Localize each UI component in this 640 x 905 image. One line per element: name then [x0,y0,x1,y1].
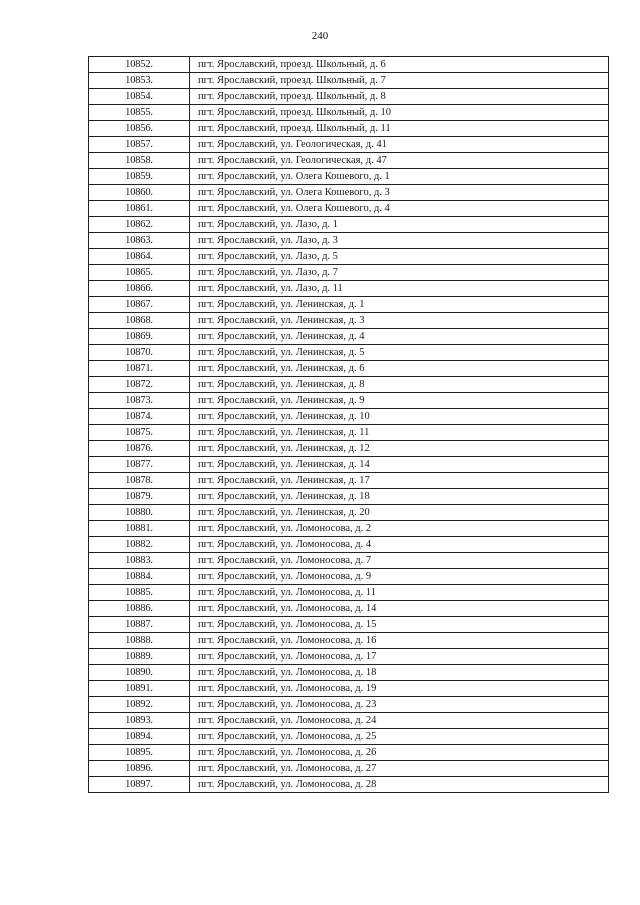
address-cell: пгт. Ярославский, ул. Ломоносова, д. 27 [190,761,609,777]
address-cell: пгт. Ярославский, проезд. Школьный, д. 8 [190,89,609,105]
table-row [89,473,609,489]
address-cell: пгт. Ярославский, ул. Ленинская, д. 6 [190,361,609,377]
table-row [89,329,609,345]
row-number-cell: 10859. [89,169,190,185]
table-row [89,297,609,313]
table-row [89,73,609,89]
row-number-cell: 10872. [89,377,190,393]
row-number-cell: 10896. [89,761,190,777]
address-cell: пгт. Ярославский, ул. Ленинская, д. 20 [190,505,609,521]
table-row [89,393,609,409]
address-cell: пгт. Ярославский, ул. Ломоносова, д. 28 [190,777,609,793]
row-number-cell: 10897. [89,777,190,793]
row-number-cell: 10867. [89,297,190,313]
table-row [89,105,609,121]
table-row [89,121,609,137]
table-row [89,713,609,729]
address-cell: пгт. Ярославский, ул. Ленинская, д. 12 [190,441,609,457]
address-cell: пгт. Ярославский, проезд. Школьный, д. 7 [190,73,609,89]
address-cell: пгт. Ярославский, ул. Геологическая, д. 41 [190,137,609,153]
row-number-cell: 10852. [89,57,190,73]
table-row [89,681,609,697]
address-cell: пгт. Ярославский, ул. Ленинская, д. 10 [190,409,609,425]
table-row [89,89,609,105]
table-row [89,313,609,329]
row-number-cell: 10870. [89,345,190,361]
row-number-cell: 10861. [89,201,190,217]
row-number-cell: 10853. [89,73,190,89]
address-cell: пгт. Ярославский, ул. Лазо, д. 3 [190,233,609,249]
address-cell: пгт. Ярославский, ул. Лазо, д. 7 [190,265,609,281]
row-number-cell: 10881. [89,521,190,537]
row-number-cell: 10895. [89,745,190,761]
row-number-cell: 10891. [89,681,190,697]
address-table-body [89,57,609,793]
row-number-cell: 10888. [89,633,190,649]
row-number-cell: 10890. [89,665,190,681]
address-cell: пгт. Ярославский, ул. Ленинская, д. 18 [190,489,609,505]
address-cell: пгт. Ярославский, ул. Олега Кошевого, д. 3 [190,185,609,201]
address-cell: пгт. Ярославский, ул. Ленинская, д. 9 [190,393,609,409]
table-row [89,185,609,201]
address-cell: пгт. Ярославский, ул. Ломоносова, д. 9 [190,569,609,585]
address-cell: пгт. Ярославский, ул. Олега Кошевого, д. 1 [190,169,609,185]
address-cell: пгт. Ярославский, ул. Ленинская, д. 5 [190,345,609,361]
table-row [89,57,609,73]
row-number-cell: 10854. [89,89,190,105]
table-row [89,345,609,361]
row-number-cell: 10873. [89,393,190,409]
address-cell: пгт. Ярославский, ул. Ломоносова, д. 14 [190,601,609,617]
row-number-cell: 10889. [89,649,190,665]
row-number-cell: 10871. [89,361,190,377]
address-cell: пгт. Ярославский, ул. Ленинская, д. 8 [190,377,609,393]
row-number-cell: 10886. [89,601,190,617]
table-row [89,553,609,569]
row-number-cell: 10882. [89,537,190,553]
row-number-cell: 10879. [89,489,190,505]
table-row [89,505,609,521]
row-number-cell: 10875. [89,425,190,441]
address-cell: пгт. Ярославский, ул. Ломоносова, д. 15 [190,617,609,633]
table-row [89,569,609,585]
table-row [89,777,609,793]
table-row [89,697,609,713]
table-row [89,201,609,217]
table-row [89,649,609,665]
table-row [89,265,609,281]
table-row [89,233,609,249]
address-cell: пгт. Ярославский, ул. Ломоносова, д. 7 [190,553,609,569]
address-table [88,56,609,793]
address-cell: пгт. Ярославский, ул. Ленинская, д. 11 [190,425,609,441]
table-row [89,441,609,457]
address-cell: пгт. Ярославский, ул. Олега Кошевого, д. 4 [190,201,609,217]
table-row [89,217,609,233]
page-number: 240 [311,30,329,42]
row-number-cell: 10894. [89,729,190,745]
row-number-cell: 10858. [89,153,190,169]
table-row [89,249,609,265]
table-row [89,409,609,425]
address-cell: пгт. Ярославский, ул. Ленинская, д. 14 [190,457,609,473]
table-row [89,633,609,649]
table-row [89,377,609,393]
row-number-cell: 10866. [89,281,190,297]
address-cell: пгт. Ярославский, ул. Ленинская, д. 1 [190,297,609,313]
row-number-cell: 10874. [89,409,190,425]
table-row [89,585,609,601]
address-cell: пгт. Ярославский, ул. Ломоносова, д. 19 [190,681,609,697]
address-cell: пгт. Ярославский, ул. Ломоносова, д. 23 [190,697,609,713]
address-cell: пгт. Ярославский, ул. Ленинская, д. 3 [190,313,609,329]
table-row [89,521,609,537]
row-number-cell: 10887. [89,617,190,633]
row-number-cell: 10856. [89,121,190,137]
row-number-cell: 10883. [89,553,190,569]
table-row [89,745,609,761]
address-cell: пгт. Ярославский, проезд. Школьный, д. 6 [190,57,609,73]
row-number-cell: 10880. [89,505,190,521]
address-cell: пгт. Ярославский, проезд. Школьный, д. 11 [190,121,609,137]
row-number-cell: 10877. [89,457,190,473]
address-cell: пгт. Ярославский, ул. Геологическая, д. 47 [190,153,609,169]
row-number-cell: 10892. [89,697,190,713]
table-row [89,617,609,633]
address-cell: пгт. Ярославский, ул. Лазо, д. 1 [190,217,609,233]
table-row [89,601,609,617]
row-number-cell: 10865. [89,265,190,281]
row-number-cell: 10860. [89,185,190,201]
table-row [89,457,609,473]
row-number-cell: 10864. [89,249,190,265]
address-cell: пгт. Ярославский, ул. Ломоносова, д. 16 [190,633,609,649]
address-cell: пгт. Ярославский, ул. Ломоносова, д. 2 [190,521,609,537]
address-cell: пгт. Ярославский, ул. Ломоносова, д. 4 [190,537,609,553]
row-number-cell: 10876. [89,441,190,457]
row-number-cell: 10868. [89,313,190,329]
table-row [89,489,609,505]
address-cell: пгт. Ярославский, ул. Ломоносова, д. 11 [190,585,609,601]
table-row [89,169,609,185]
row-number-cell: 10893. [89,713,190,729]
address-cell: пгт. Ярославский, ул. Ленинская, д. 17 [190,473,609,489]
address-cell: пгт. Ярославский, ул. Ломоносова, д. 26 [190,745,609,761]
address-cell: пгт. Ярославский, ул. Ленинская, д. 4 [190,329,609,345]
table-row [89,761,609,777]
table-row [89,153,609,169]
address-cell: пгт. Ярославский, ул. Ломоносова, д. 17 [190,649,609,665]
address-cell: пгт. Ярославский, проезд. Школьный, д. 10 [190,105,609,121]
table-row [89,729,609,745]
row-number-cell: 10863. [89,233,190,249]
table-row [89,665,609,681]
row-number-cell: 10884. [89,569,190,585]
address-cell: пгт. Ярославский, ул. Лазо, д. 11 [190,281,609,297]
address-cell: пгт. Ярославский, ул. Ломоносова, д. 18 [190,665,609,681]
address-cell: пгт. Ярославский, ул. Лазо, д. 5 [190,249,609,265]
row-number-cell: 10857. [89,137,190,153]
row-number-cell: 10885. [89,585,190,601]
address-cell: пгт. Ярославский, ул. Ломоносова, д. 25 [190,729,609,745]
row-number-cell: 10869. [89,329,190,345]
table-row [89,425,609,441]
table-row [89,537,609,553]
table-row [89,361,609,377]
address-cell: пгт. Ярославский, ул. Ломоносова, д. 24 [190,713,609,729]
table-row [89,137,609,153]
table-row [89,281,609,297]
row-number-cell: 10862. [89,217,190,233]
row-number-cell: 10878. [89,473,190,489]
row-number-cell: 10855. [89,105,190,121]
